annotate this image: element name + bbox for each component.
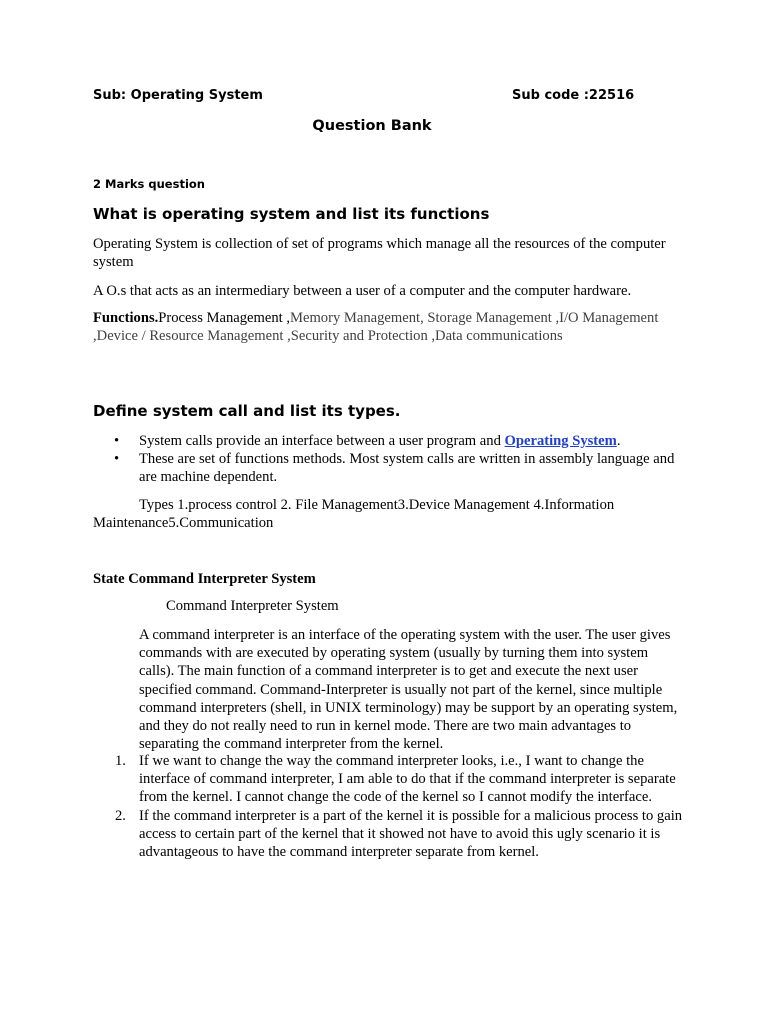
list-item bbox=[93, 432, 683, 450]
item-2-text: If the command interpreter is a part of the kernel it is possible for a malicious process to gain access to certain part of the kernel that it showed not have to avoid this ugly scenario it is advantageous to have the command interpreter separate from kernel. bbox=[139, 807, 683, 861]
question-1-paragraph-2: A O.s that acts as an intermediary between a user of a computer and the computer hardware. bbox=[93, 283, 632, 299]
question-2-heading: Define system call and list its types. bbox=[93, 402, 401, 420]
subject-label: Sub: Operating System bbox=[93, 88, 263, 103]
question-3-body: A command interpreter is an interface of the operating system with the user. The user gives commands with are executed by operating system (usually by turning them into system calls). The main function of a command interpreter is to get and execute the next user specified command. Command-Interpreter is usually not part of the kernel, since multiple command interpreters (shell, in UNIX terminology) may be support by an operating system, and they do not really need to run in kernel mode. There are two main advantages to separating the command interpreter from the kernel. bbox=[139, 627, 678, 753]
functions-first: Process Management , bbox=[158, 310, 290, 326]
question-1-functions bbox=[93, 309, 683, 345]
question-3-numbered-list bbox=[93, 752, 683, 861]
functions-label: Functions. bbox=[93, 310, 159, 326]
marks-heading: 2 Marks question bbox=[93, 177, 205, 191]
list-item bbox=[93, 450, 683, 486]
question-1-paragraph-1: Operating System is collection of set of programs which manage all the resources of the computer system bbox=[93, 236, 666, 271]
item-1-text: If we want to change the way the command interpreter looks, i.e., I want to change the interface of command interpreter, I am able to do that if the command interpreter is separate from the kernel. I cannot change the code of the kernel so I cannot modify the interface. bbox=[139, 753, 676, 806]
page-title: Question Bank bbox=[312, 118, 432, 134]
item-number: 1. bbox=[115, 753, 126, 769]
question-2-bullets bbox=[93, 432, 683, 487]
subject-code-label: Sub code :22516 bbox=[512, 88, 635, 103]
bullet-1-end: . bbox=[616, 433, 621, 449]
bullet-icon: • bbox=[114, 451, 120, 468]
question-1-heading: What is operating system and list its functions bbox=[93, 205, 490, 223]
bullet-icon: • bbox=[114, 433, 120, 449]
bullet-2-text: These are set of functions methods. Most system calls are written in assembly language and are machine dependent. bbox=[139, 451, 675, 486]
item-number: 2. bbox=[115, 807, 126, 824]
list-item bbox=[93, 752, 683, 807]
functions-rest: Memory Management, Storage Management ,I/O Management ,Device / Resource Management ,Security and Protection ,Data communications bbox=[93, 310, 659, 345]
list-item bbox=[93, 807, 683, 862]
operating-system-link[interactable]: Operating System bbox=[504, 433, 617, 449]
question-3-heading: State Command Interpreter System bbox=[93, 571, 316, 587]
system-call-types: Types 1.process control 2. File Management3.Device Management 4.Information Maintenance5.Communication bbox=[93, 497, 615, 532]
question-3-subheading: Command Interpreter System bbox=[166, 598, 339, 614]
bullet-1-text: System calls provide an interface between a user program and bbox=[139, 433, 505, 449]
